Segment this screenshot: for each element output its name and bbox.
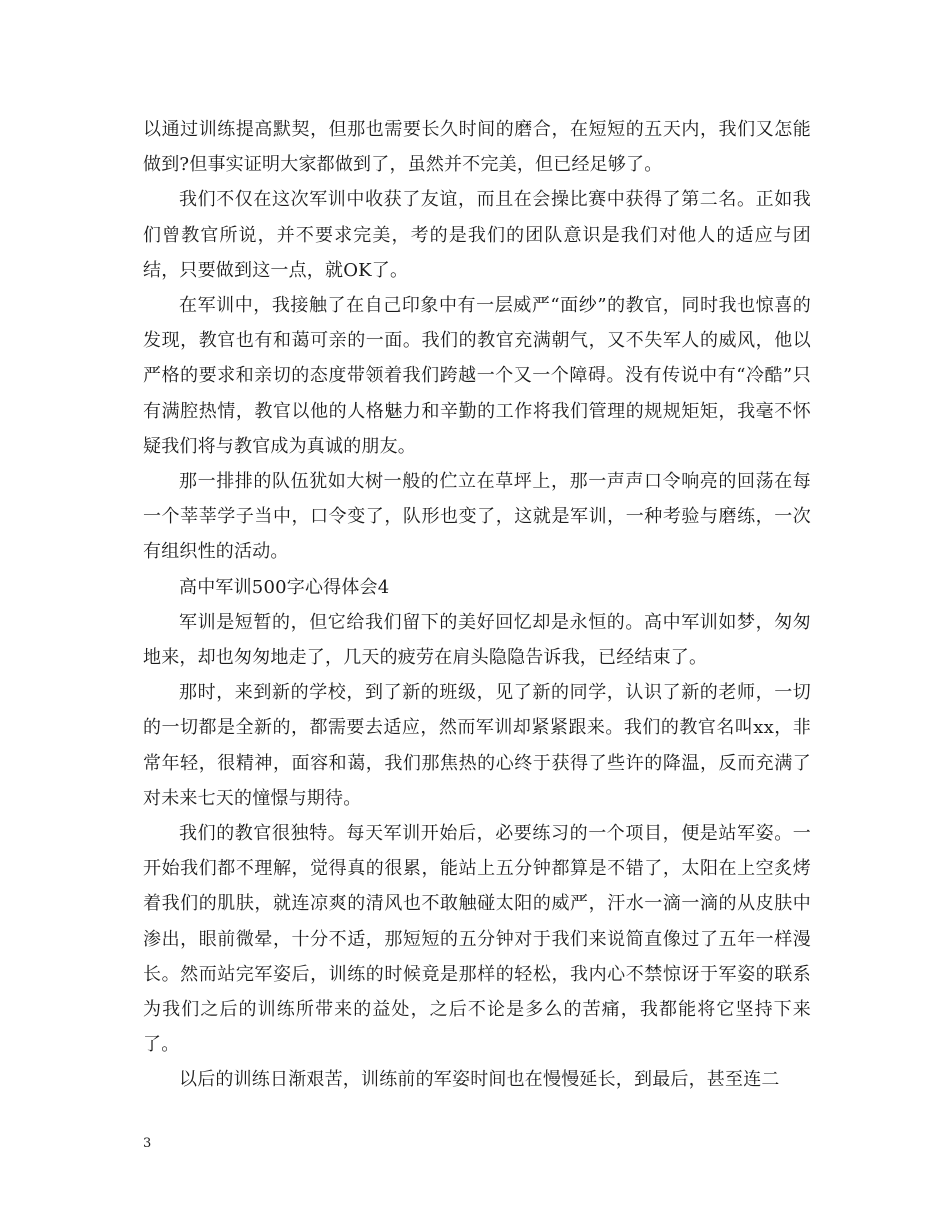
page-number: 3 [143,1136,152,1151]
paragraph-8: 以后的训练日渐艰苦，训练前的军姿时间也在慢慢延长，到最后，甚至连二 [179,1069,780,1091]
paragraph-7: 我们的教官很独特。每天军训开始后，必要练习的一个项目，便是站军姿。一开始我们都不理解，觉得真的很累，能站上五分钟都算是不错了，太阳在上空炙烤着我们的肌肤，就连凉爽的清风也不敢触碰太阳的威严，汗水一滴一滴的从皮肤中渗出，眼前微晕，十分不适，那短短的五分钟对于我们来说简直像过了五年一样漫长。然而站完军姿后，训练的时候竟是那样的轻松，我内心不禁惊讶于军姿的联系为我们之后的训练所带来的益处，之后不论是多么的苦痛，我都能将它坚持下来了。 [143,823,811,1056]
paragraph-2: 我们不仅在这次军训中收获了友谊，而且在会操比赛中获得了第二名。正如我们曾教官所说，并不要求完美，考的是我们的团队意识是我们对他人的适应与团结，只要做到这一点，就OK了。 [143,189,811,281]
section-heading: 高中军训500字心得体会4 [179,576,390,598]
paragraph-4: 那一排排的队伍犹如大树一般的伫立在草坪上，那一声声口令响亮的回荡在每一个莘莘学子当中，口令变了，队形也变了，这就是军训，一种考验与磨练，一次有组织性的活动。 [143,471,811,563]
paragraph-1: 以通过训练提高默契，但那也需要长久时间的磨合，在短短的五天内，我们又怎能做到?但事实证明大家都做到了，虽然并不完美，但已经足够了。 [143,119,811,176]
paragraph-5: 军训是短暂的，但它给我们留下的美好回忆却是永恒的。高中军训如梦，匆匆地来，却也匆匆地走了，几天的疲劳在肩头隐隐告诉我，已经结束了。 [143,611,811,669]
paragraph-6: 那时，来到新的学校，到了新的班级，见了新的同学，认识了新的老师，一切的一切都是全新的，都需要去适应，然而军训却紧紧跟来。我们的教官名叫xx，非常年轻，很精神，面容和蔼，我们那焦热的心终于获得了些许的降温，反而充满了对未来七天的憧憬与期待。 [143,682,811,809]
document-body [143,112,811,1098]
paragraph-3: 在军训中，我接触了在自己印象中有一层威严“面纱”的教官，同时我也惊喜的发现，教官也有和蔼可亲的一面。我们的教官充满朝气，又不失军人的威风，他以严格的要求和亲切的态度带领着我们跨越一个又一个障碍。没有传说中有“冷酷”只有满腔热情，教官以他的人格魅力和辛勤的工作将我们管理的规规矩矩，我毫不怀疑我们将与教官成为真诚的朋友。 [143,295,811,457]
